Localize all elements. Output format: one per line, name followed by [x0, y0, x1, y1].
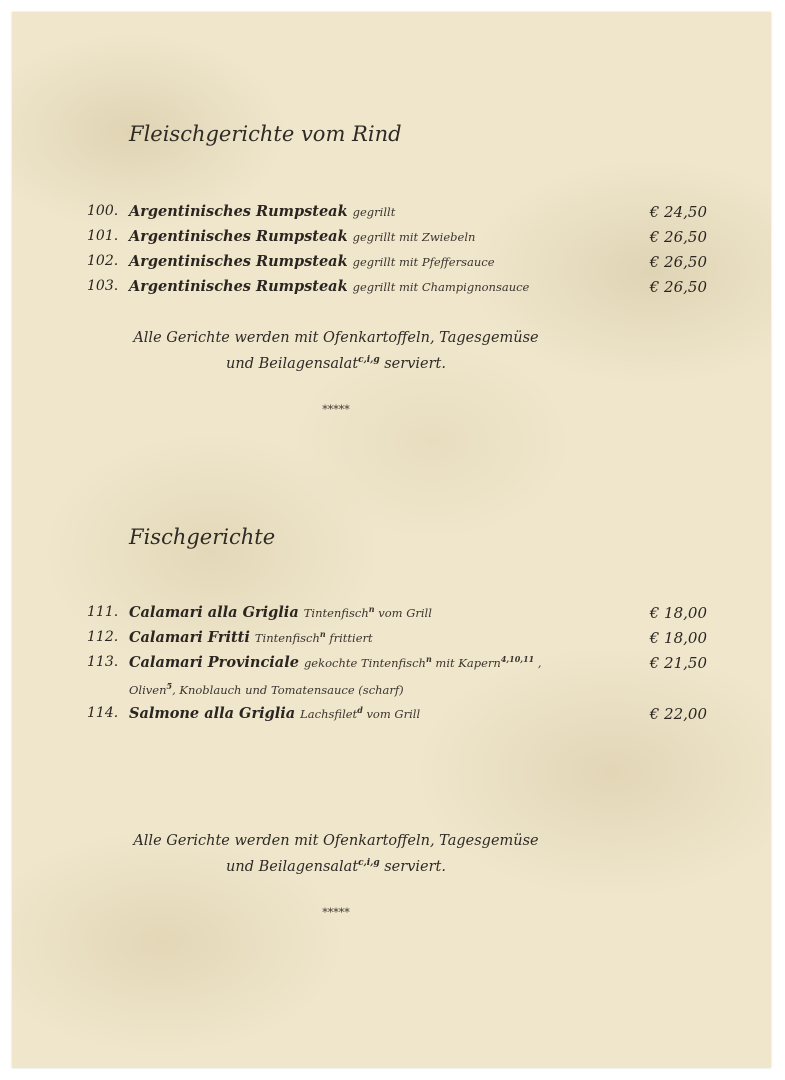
section-title-fish: Fischgerichte — [129, 525, 276, 549]
desc-text: , Knoblauch und Tomatensauce (scharf) — [172, 682, 404, 697]
item-number: 113. — [87, 654, 119, 670]
note-text: serviert. — [384, 858, 446, 875]
item-number: 111. — [87, 604, 119, 620]
item-number: 103. — [87, 278, 119, 294]
item-description-continued — [129, 681, 404, 697]
desc-text: frittiert — [329, 631, 373, 645]
item-name: Argentinisches Rumpsteak — [129, 278, 348, 295]
menu-item — [0, 705, 785, 727]
item-price: € 26,50 — [649, 278, 707, 296]
item-price: € 21,50 — [649, 654, 707, 672]
item-description: gegrillt mit Pfeffersauce — [352, 255, 495, 269]
item-name-wrap — [129, 278, 529, 295]
note-text: serviert. — [384, 355, 446, 372]
menu-item — [0, 278, 785, 300]
item-name: Argentinisches Rumpsteak — [129, 203, 348, 220]
item-description: gegrillt — [352, 205, 396, 219]
item-price: € 26,50 — [649, 253, 707, 271]
item-number: 102. — [87, 253, 119, 269]
item-name-wrap — [129, 654, 542, 671]
item-price: € 18,00 — [649, 604, 707, 622]
desc-text: Tintenfisch — [303, 606, 369, 620]
desc-text: Lachsfilet — [300, 707, 358, 721]
section-title-beef: Fleischgerichte vom Rind — [129, 122, 402, 146]
item-name-wrap — [129, 228, 475, 245]
item-name-wrap — [129, 604, 432, 621]
menu-item — [0, 253, 785, 275]
item-number: 112. — [87, 629, 119, 645]
item-description: gegrillt mit Zwiebeln — [352, 230, 476, 244]
desc-text: gekochte Tintenfisch — [303, 656, 426, 670]
item-description — [300, 707, 420, 721]
note-text: und Beilagensalat — [226, 858, 359, 875]
allergen-sup: d — [357, 705, 363, 716]
menu-item — [0, 203, 785, 225]
menu-item — [0, 654, 785, 676]
note-text: und Beilagensalat — [226, 355, 359, 372]
desc-text: mit Kapern — [435, 656, 501, 670]
item-name: Argentinisches Rumpsteak — [129, 253, 348, 270]
item-name: Salmone alla Griglia — [129, 705, 296, 722]
note-line-2 — [0, 852, 672, 878]
divider-stars: ***** — [322, 403, 350, 416]
item-description — [304, 656, 542, 670]
allergen-sup: n — [319, 629, 326, 640]
item-name: Calamari alla Griglia — [129, 604, 299, 621]
item-description — [304, 606, 432, 620]
menu-item — [0, 604, 785, 626]
item-name-wrap — [129, 203, 395, 220]
allergen-sup: 4,10,11 — [500, 654, 535, 665]
item-price: € 22,00 — [649, 705, 707, 723]
item-name-wrap — [129, 705, 420, 722]
item-name: Calamari Fritti — [129, 629, 250, 646]
desc-text: vom Grill — [366, 707, 421, 721]
desc-text: Tintenfisch — [254, 631, 320, 645]
desc-text: vom Grill — [378, 606, 432, 620]
item-name-wrap — [129, 629, 373, 646]
item-description: gegrillt mit Champignonsauce — [352, 280, 530, 294]
allergen-sup: n — [368, 604, 375, 615]
item-price: € 26,50 — [649, 228, 707, 246]
side-dish-note — [0, 830, 672, 878]
allergen-sup: 5 — [166, 681, 173, 691]
note-line-2 — [0, 349, 672, 375]
menu-item — [0, 228, 785, 250]
item-number: 100. — [87, 203, 119, 219]
note-line-1: Alle Gerichte werden mit Ofenkartoffeln, Tagesgemüse — [133, 833, 539, 849]
desc-text: , — [537, 656, 542, 670]
divider-stars: ***** — [322, 906, 350, 919]
allergen-sup: n — [425, 654, 432, 665]
desc-text: Oliven — [129, 682, 167, 697]
item-name: Argentinisches Rumpsteak — [129, 228, 348, 245]
item-price: € 18,00 — [649, 629, 707, 647]
allergen-sup: c,i,g — [358, 355, 380, 365]
menu-item — [0, 629, 785, 651]
item-price: € 24,50 — [649, 203, 707, 221]
item-name-wrap — [129, 253, 495, 270]
item-description — [255, 631, 373, 645]
note-line-1: Alle Gerichte werden mit Ofenkartoffeln, Tagesgemüse — [133, 330, 539, 346]
item-name: Calamari Provinciale — [129, 654, 299, 671]
allergen-sup: c,i,g — [358, 858, 380, 868]
side-dish-note — [0, 327, 672, 375]
item-number: 101. — [87, 228, 119, 244]
item-number: 114. — [87, 705, 119, 721]
